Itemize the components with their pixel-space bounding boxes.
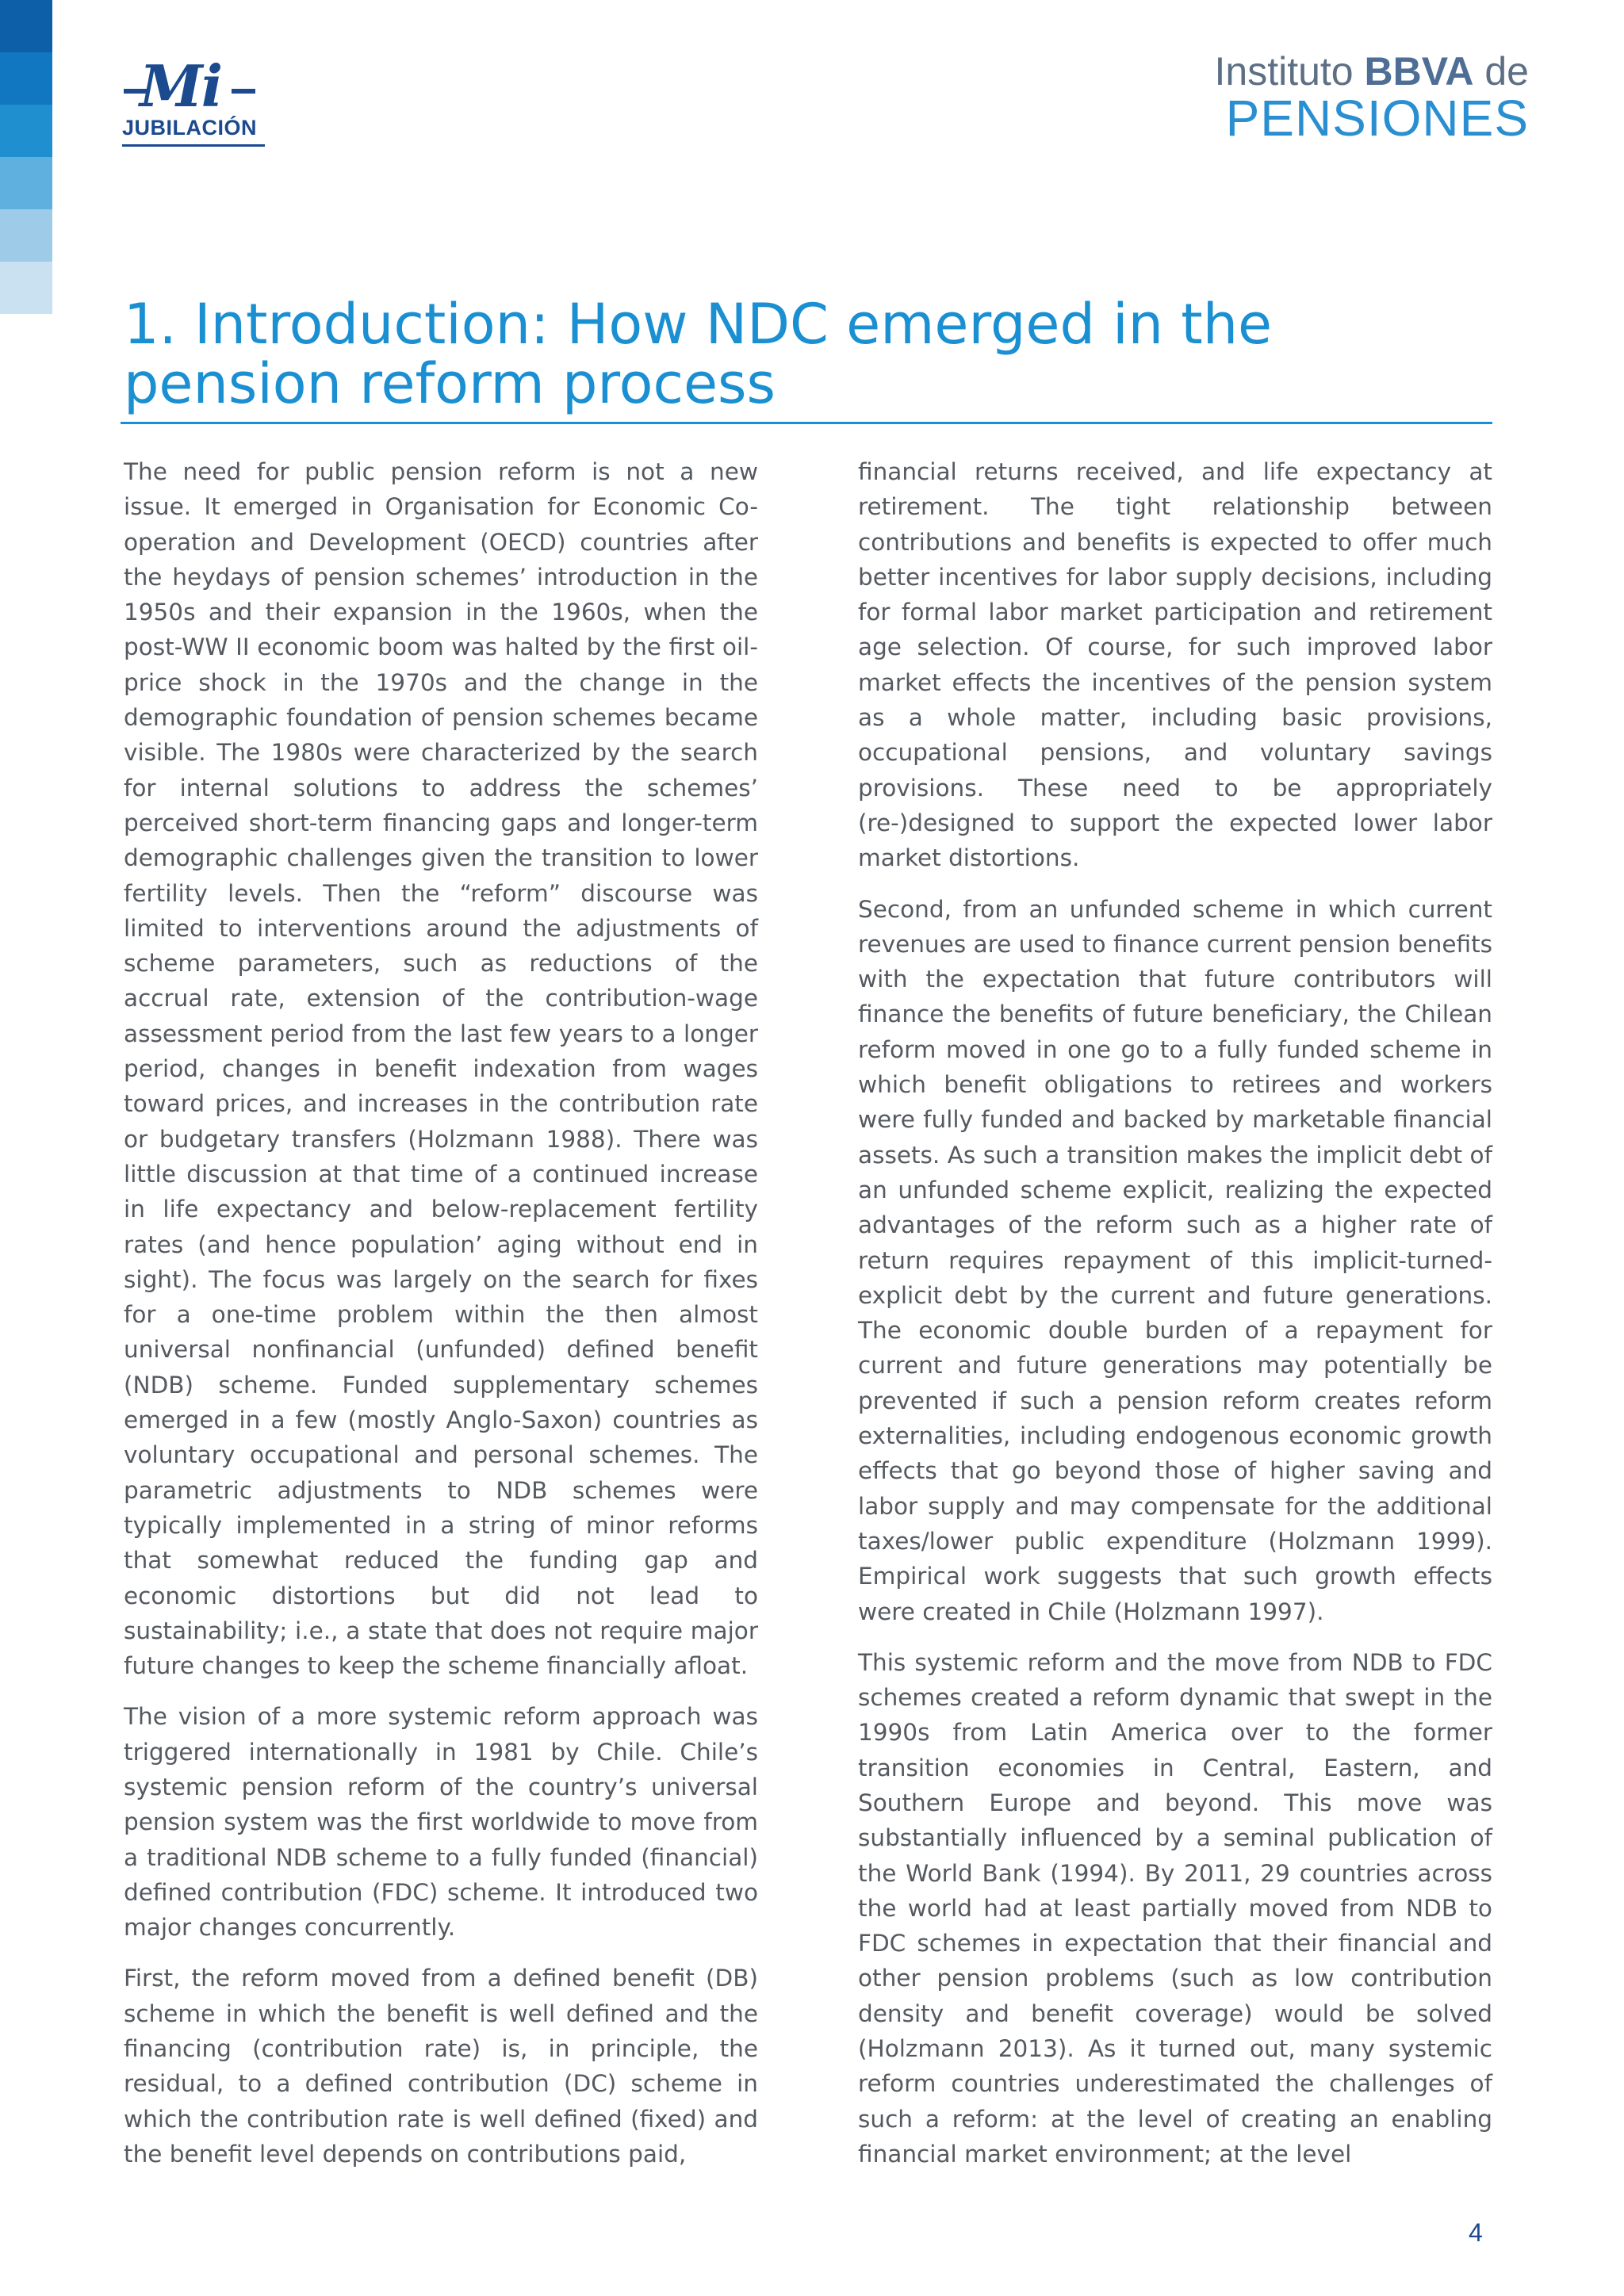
left-column (124, 454, 758, 2187)
mi-jubilacion-logo (122, 52, 273, 147)
strip-block-2 (0, 52, 52, 105)
paragraph: This systemic reform and the move from NDB to FDC schemes created a reform dynamic that swept in the 1990s from Latin America over to the former transition economies in Central, Eastern, and Southern Europe and beyond. This move was substantially influenced by a seminal publication of the World Bank (1994). By 2011, 29 countries across the world had at least partially moved from NDB to FDC schemes in expectation that their financial and other pension problems (such as low contribution density and benefit coverage) would be solved (Holzmann 2013). As it turned out, many systemic reform countries underestimated the challenges of such a reform: at the level of creating an enabling financial market environment; at the level (858, 1648, 1492, 2168)
section-title: 1. Introduction: How NDC emerged in the pension reform process (124, 292, 1273, 416)
bbva-logo-line1 (1215, 51, 1529, 92)
paragraph: The vision of a more systemic reform approach was triggered internationally in 1981 by Chile. Chile’s systemic pension reform of the country’s universal pension system was the first worldwide to move from a traditional NDB scheme to a fully funded (financial) defined contribution (FDC) scheme. It introduced two major changes concurrently. (124, 1703, 758, 1942)
right-column (858, 454, 1492, 2187)
bbva-logo-suffix: de (1473, 49, 1529, 94)
paragraph: Second, from an unfunded scheme in which current revenues are used to finance current pension benefits with the expectation that future contributors will finance the benefits of future beneficiary, the Chilean reform moved in one go to a fully funded scheme in which benefit obligations to retirees and workers were fully funded and backed by marketable financial assets. As such a transition makes the implicit debt of an unfunded scheme explicit, realizing the expected advantages of the reform such as a higher rate of return requires repayment of this implicit-turned-explicit debt by the current and future generations. The economic double burden of a repayment for current and future generations may potentially be prevented if such a pension reform creates reform externalities, including endogenous economic growth effects that go beyond those of higher saving and labor supply and may compensate for the additional taxes/lower public expenditure (Holzmann 1999). Empirical work suggests that such growth effects were created in Chile (Holzmann 1997). (858, 895, 1493, 1625)
bbva-logo-bold: BBVA (1364, 49, 1474, 94)
paragraph: The need for public pension reform is not a new issue. It emerged in Organisation for Economic Co-operation and Development (OECD) countries after the heydays of pension schemes’ introduction in the 1950s and their expansion in the 1960s, when the post-WW II economic boom was halted by the first oil-price shock in the 1970s and the change in the demographic foundation of pension schemes became visible. The 1980s were characterized by the search for internal solutions to address the schemes’ perceived short-term financing gaps and longer-term demographic challenges given the transition to lower fertility levels. Then the “reform” discourse was limited to interventions around the adjustments of scheme parameters, such as reductions of the accrual rate, extension of the contribution-wage assessment period from the last few years to a longer period, changes in benefit indexation from wages toward prices, and increases in the contribution rate or budgetary transfers (Holzmann 1988). There was little discussion at that time of a continued increase in life expectancy and below-replacement fertility rates (and hence population’ aging without end in sight). The focus was largely on the search for fixes for a one-time problem within the then almost universal nonfinancial (unfunded) defined benefit (NDB) scheme. Funded supplementary schemes emerged in a few (mostly Anglo-Saxon) countries as voluntary occupational and personal schemes. The parametric adjustments to NDB schemes were typically implemented in a string of minor reforms that somewhat reduced the funding gap and economic distortions but did not lead to sustainability; i.e., a state that does not require major future changes to keep the scheme financially afloat. (124, 458, 758, 1680)
strip-block-4 (0, 157, 52, 209)
logo-mi-script: Mi (140, 52, 222, 120)
logo-mi-text: JUBILACIÓN (122, 116, 258, 140)
strip-block-5 (0, 209, 52, 262)
logo-underline (122, 144, 265, 147)
paragraph: financial returns received, and life expectancy at retirement. The tight relationship between contributions and benefits is expected to offer much better incentives for labor supply decisions, including for formal labor market participation and retirement age selection. Of course, for such improved labor market effects the incentives of the pension system as a whole matter, including basic provisions, occupational pensions, and voluntary savings provisions. These need to be appropriately (re-)designed to support the expected lower labor market distortions. (858, 458, 1492, 872)
strip-block-1 (0, 0, 52, 52)
paragraph: First, the reform moved from a defined benefit (DB) scheme in which the benefit is well defined and the financing (contribution rate) is, in principle, the residual, to a defined contribution (DC) scheme in which the contribution rate is well defined (fixed) and the benefit level depends on contributions paid, (124, 1965, 758, 2168)
strip-block-6 (0, 262, 52, 314)
bbva-logo-prefix: Instituto (1214, 49, 1365, 94)
decorative-color-strip (0, 0, 52, 314)
page-number: 4 (1469, 2218, 1483, 2247)
instituto-bbva-logo (1214, 49, 1529, 147)
title-divider (121, 422, 1492, 424)
bbva-logo-line2: PENSIONES (1225, 90, 1529, 147)
strip-block-3 (0, 105, 52, 157)
logo-dash-right (232, 89, 255, 94)
